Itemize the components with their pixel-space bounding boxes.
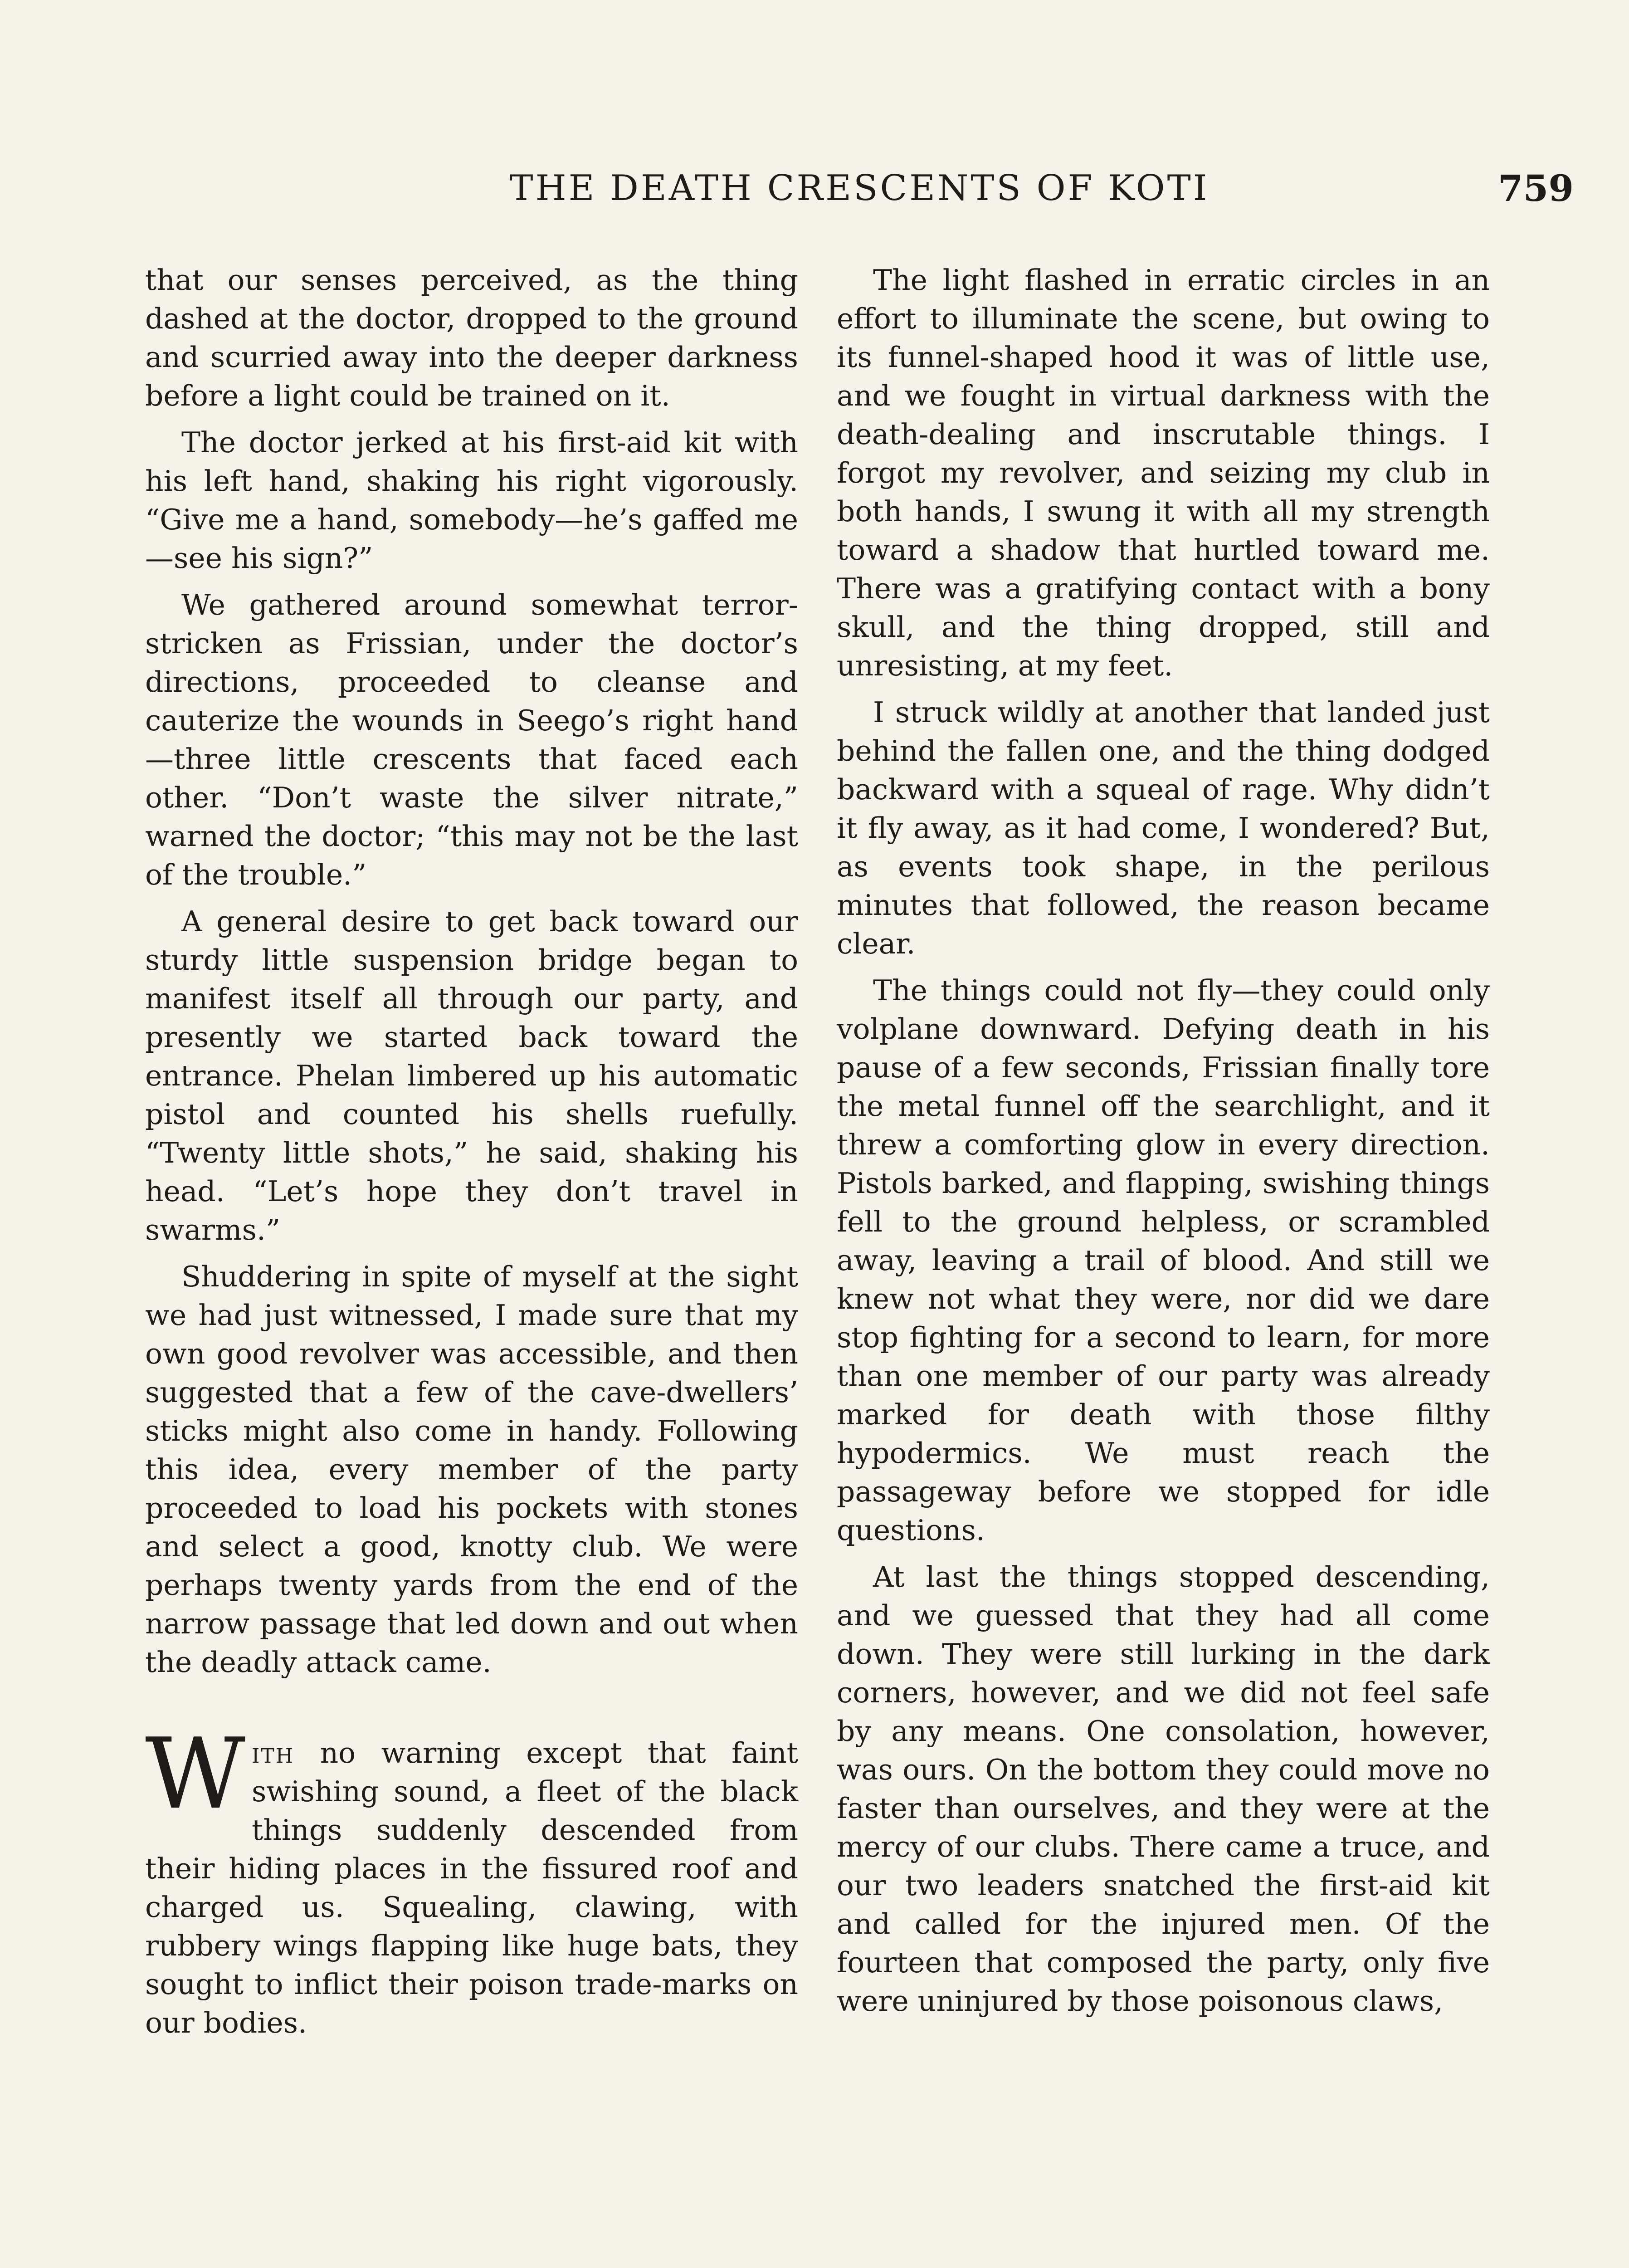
paragraph: that our senses perceived, as the thing dashed at the doctor, dropped to the ground and scurried away into the deeper darkness before a light could be trained on it. <box>145 264 798 412</box>
page-number: 759 <box>1498 167 1574 210</box>
paragraph: At last the things stopped descending, and we guessed that they had all come down. They were still lurking in the dark corners, however, and we did not feel safe by any means. One consolation, however, was ours. On the bottom they could move no faster than ourselves, and they were at the mercy of our clubs. There came a truce, and our two leaders snatched the first-aid kit and called for the injured men. Of the fourteen that composed the party, only five were uninjured by those poisonous claws, <box>837 1560 1490 2018</box>
paragraph: We gathered around somewhat terror-stricken as Frissian, under the doctor’s directions, proceeded to cleanse and cauterize the wounds in Seego’s right hand—three little crescents that faced each other. “Don’t waste the silver nitrate,” warned the doctor; “this may not be the last of the trouble.” <box>145 588 798 891</box>
running-title: THE DEATH CRESCENTS OF KOTI <box>509 168 1210 209</box>
left-column <box>145 261 798 2042</box>
page-header <box>145 166 1574 215</box>
paragraph-text: no warning except that faint swishing sound, a fleet of the black things suddenly descended from their hiding places in the fissured roof and charged us. Squealing, clawing, with rubbery wings flapping like huge bats, they sought to inflict their poison trade-marks on our bodies. <box>145 1736 798 2039</box>
paragraph: The doctor jerked at his first-aid kit with his left hand, shaking his right vigorously. “Give me a hand, somebody—he’s gaffed me—see his sign?” <box>145 426 798 575</box>
drop-cap: W <box>145 1717 245 1831</box>
paragraph: Shuddering in spite of myself at the sight we had just witnessed, I made sure that my own good revolver was accessible, and then suggested that a few of the cave-dwellers’ sticks might also come in handy. Following this idea, every member of the party proceeded to load his pockets with stones and select a good, knotty club. We were perhaps twenty yards from the end of the narrow passage that led down and out when the deadly attack came. <box>145 1260 798 1679</box>
right-column <box>837 261 1490 2020</box>
section-opening-paragraph <box>145 1717 798 2042</box>
paragraph: I struck wildly at another that landed just behind the fallen one, and the thing dodged backward with a squeal of rage. Why didn’t it fly away, as it had come, I wondered? But, as events took shape, in the perilous minutes that followed, the reason became clear. <box>837 696 1490 960</box>
small-caps-lead: ith <box>251 1736 295 1769</box>
paragraph: A general desire to get back toward our sturdy little suspension bridge began to manifest itself all through our party, and presently we started back toward the entrance. Phelan limbered up his automatic pistol and counted his shells ruefully. “Twenty little shots,” he said, shaking his head. “Let’s hope they don’t travel in swarms.” <box>145 905 798 1246</box>
paragraph: The light flashed in erratic circles in an effort to illuminate the scene, but owing to its funnel-shaped hood it was of little use, and we fought in virtual darkness with the death-dealing and inscrutable things. I forgot my revolver, and seizing my club in both hands, I swung it with all my strength toward a shadow that hurtled toward me. There was a gratifying contact with a bony skull, and the thing dropped, still and unresisting, at my feet. <box>837 264 1490 682</box>
paragraph: The things could not fly—they could only volplane downward. Defying death in his pause of a few seconds, Frissian finally tore the metal funnel off the searchlight, and it threw a comforting glow in every direction. Pistols barked, and flapping, swishing things fell to the ground helpless, or scrambled away, leaving a trail of blood. And still we knew not what they were, nor did we dare stop fighting for a second to learn, for more than one member of our party was already marked for death with those filthy hypodermics. We must reach the passageway before we stopped for idle questions. <box>837 974 1490 1547</box>
